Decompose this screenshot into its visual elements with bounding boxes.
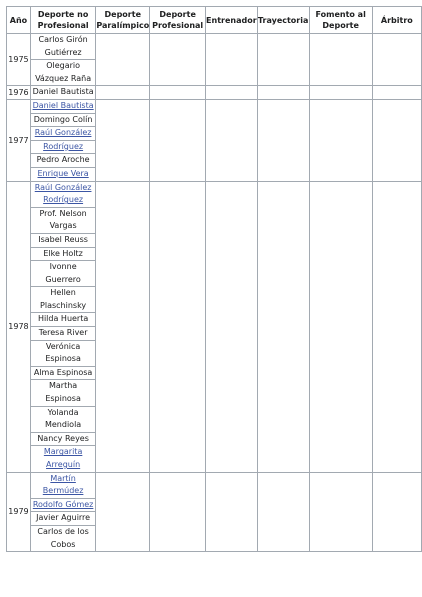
awardee-link[interactable]: Enrique Vera — [37, 168, 89, 178]
awardee-link[interactable]: Rodríguez — [31, 141, 95, 155]
awardee-link[interactable]: Martín Bermúdez — [31, 473, 95, 499]
awardee-link[interactable]: Daniel Bautista — [31, 100, 95, 114]
table-row — [7, 86, 422, 100]
awardee-link[interactable]: Raúl González Rodríguez — [31, 182, 95, 208]
career-cell — [257, 86, 309, 100]
awards-table — [6, 6, 422, 552]
year-cell: 1977 — [7, 99, 31, 181]
header-coach: Entrenador — [206, 7, 258, 34]
paralympic-sport-cell — [96, 34, 150, 86]
non-professional-sport-cell — [30, 99, 95, 181]
awardee-name: Pedro Aroche — [31, 154, 95, 168]
header-row — [7, 7, 422, 34]
awardee-name: Prof. Nelson Vargas — [31, 208, 95, 234]
year-cell: 1979 — [7, 472, 31, 552]
awardee-name: Domingo Colín — [31, 114, 95, 128]
awardee-link[interactable]: Raúl González — [31, 127, 95, 141]
awardee-name: Nancy Reyes — [31, 433, 95, 447]
awardee-name: Isabel Reuss — [31, 234, 95, 248]
awardee-name: Hilda Huerta — [31, 313, 95, 327]
awardee-name: Javier Aguirre — [31, 512, 95, 526]
table-body — [7, 34, 422, 552]
awardee-name: Yolanda Mendiola — [31, 407, 95, 433]
awardee-link[interactable]: Margarita Arreguín — [43, 447, 83, 469]
header-professional-sport: Deporte Profesional — [150, 7, 206, 34]
awardee-name: Carlos de los Cobos — [37, 526, 89, 549]
paralympic-sport-cell — [96, 181, 150, 472]
coach-cell — [206, 99, 258, 181]
coach-cell — [206, 86, 258, 100]
sport-promotion-cell — [309, 34, 372, 86]
header-career: Trayectoria — [257, 7, 309, 34]
sport-promotion-cell — [309, 181, 372, 472]
awardee-link[interactable]: Rodolfo Gómez — [31, 499, 95, 513]
awardee-name: Ivonne Guerrero — [31, 261, 95, 287]
year-cell: 1976 — [7, 86, 31, 100]
sport-promotion-cell — [309, 99, 372, 181]
table-row — [7, 99, 422, 181]
professional-sport-cell — [150, 86, 206, 100]
awardee-name: Hellen Plaschinsky — [31, 287, 95, 313]
table-header — [7, 7, 422, 34]
referee-cell — [372, 34, 421, 86]
career-cell — [257, 99, 309, 181]
non-professional-sport-cell — [30, 86, 95, 100]
year-cell: 1978 — [7, 181, 31, 472]
sport-promotion-cell — [309, 86, 372, 100]
header-paralympic-sport: Deporte Paralímpico — [96, 7, 150, 34]
awardee-name: Olegario Vázquez Raña — [35, 61, 92, 83]
table-row — [7, 34, 422, 86]
non-professional-sport-cell — [30, 472, 95, 552]
non-professional-sport-cell — [30, 34, 95, 86]
professional-sport-cell — [150, 181, 206, 472]
awardee-name: Carlos Girón Gutiérrez — [31, 34, 95, 60]
awardee-name: Daniel Bautista — [32, 87, 94, 97]
professional-sport-cell — [150, 34, 206, 86]
awardee-name: Alma Espinosa — [31, 367, 95, 381]
table-row — [7, 181, 422, 472]
non-professional-sport-cell — [30, 181, 95, 472]
header-sport-promotion: Fomento al Deporte — [309, 7, 372, 34]
year-cell: 1975 — [7, 34, 31, 86]
paralympic-sport-cell — [96, 472, 150, 552]
professional-sport-cell — [150, 472, 206, 552]
awards-table-container — [6, 6, 422, 552]
coach-cell — [206, 472, 258, 552]
sport-promotion-cell — [309, 472, 372, 552]
awardee-name: Elke Holtz — [31, 248, 95, 262]
paralympic-sport-cell — [96, 86, 150, 100]
awardee-name: Martha Espinosa — [31, 380, 95, 406]
career-cell — [257, 181, 309, 472]
referee-cell — [372, 181, 421, 472]
paralympic-sport-cell — [96, 99, 150, 181]
career-cell — [257, 472, 309, 552]
awardee-name: Teresa River — [31, 327, 95, 341]
header-referee: Árbitro — [372, 7, 421, 34]
awardee-name: Verónica Espinosa — [31, 341, 95, 367]
header-year: Año — [7, 7, 31, 34]
career-cell — [257, 34, 309, 86]
table-row — [7, 472, 422, 552]
referee-cell — [372, 99, 421, 181]
coach-cell — [206, 34, 258, 86]
professional-sport-cell — [150, 99, 206, 181]
referee-cell — [372, 472, 421, 552]
header-non-professional-sport: Deporte no Profesional — [30, 7, 95, 34]
coach-cell — [206, 181, 258, 472]
referee-cell — [372, 86, 421, 100]
